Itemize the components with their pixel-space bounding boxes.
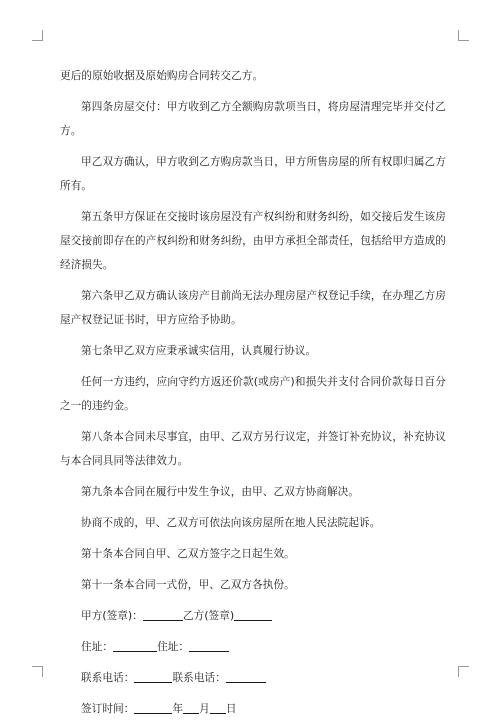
month-label: 月 [199, 703, 210, 715]
paragraph-article-4: 第四条房屋交付：甲方收到乙方全额购房款项当日，将房屋清理完毕并交付乙方。 [60, 101, 446, 137]
party-b-blank [234, 607, 272, 621]
signature-line-date [60, 697, 446, 721]
signature-line-address [60, 635, 446, 659]
paragraph-article-7: 第七条甲乙双方应秉承诚实信用，认真履行协议。 [81, 345, 317, 357]
paragraph-article-9: 第九条本合同在履行中发生争议，由甲、乙双方协商解决。 [81, 486, 360, 498]
address-blank-b [189, 638, 229, 652]
date-label: 签订时间： [81, 703, 135, 715]
signature-line-parties [60, 604, 446, 628]
paragraph-continuation: 更后的原始收据及原始购房合同转交乙方。 [60, 70, 264, 82]
address-blank-a [113, 638, 157, 652]
crop-mark-bottom-left [32, 666, 43, 677]
crop-mark-bottom-right [458, 666, 469, 677]
day-label: 日 [225, 703, 237, 715]
paragraph-litigation: 协商不成的，甲、乙双方可依法向该房屋所在地人民法院起诉。 [81, 517, 381, 529]
paragraph-article-5: 第五条甲方保证在交接时该房屋没有产权纠纷和财务纠纷，如交接后发生该房屋交接前即存在的产权纠纷和财务纠纷，由甲方承担全部责任，包括给甲方造成的经济损失。 [60, 211, 446, 271]
signature-line-phone [60, 666, 446, 690]
paragraph-breach: 任何一方违约，应向守约方返还价款(或房产)和损失并支付合同价款每日百分之一的违约金。 [60, 376, 446, 412]
paragraph-article-10: 第十条本合同自甲、乙双方签字之日起生效。 [81, 548, 295, 560]
document-body [60, 64, 446, 728]
address-label-b: 住址： [157, 641, 190, 653]
year-label: 年 [172, 703, 184, 715]
phone-blank-a [134, 669, 172, 683]
phone-blank-b [226, 669, 266, 683]
paragraph-article-11: 第十一条本合同一式份，甲、乙双方各执份。 [81, 579, 295, 591]
paragraph-ownership-confirmation: 甲乙双方确认，甲方收到乙方购房款当日，甲方所售房屋的所有权即归属乙方所有。 [60, 156, 446, 192]
crop-mark-top-left [32, 30, 43, 41]
paragraph-article-6: 第六条甲乙双方确认该房产目前尚无法办理房屋产权登记手续，在办理乙方房屋产权登记证书时，甲方应给予协助。 [60, 290, 446, 326]
day-blank [210, 700, 226, 714]
month-blank [183, 700, 199, 714]
party-a-blank [143, 607, 183, 621]
phone-label-a: 联系电话： [81, 672, 135, 684]
year-blank [134, 700, 172, 714]
party-a-label: 甲方(签章)： [81, 610, 143, 622]
phone-label-b: 联系电话： [172, 672, 226, 684]
address-label-a: 住址： [81, 641, 114, 653]
crop-mark-top-right [458, 30, 469, 41]
party-b-label: 乙方(签章) [182, 610, 235, 622]
paragraph-article-8: 第八条本合同未尽事宜，由甲、乙双方另行议定，并签订补充协议，补充协议与本合同具同等法律效力。 [60, 431, 446, 467]
